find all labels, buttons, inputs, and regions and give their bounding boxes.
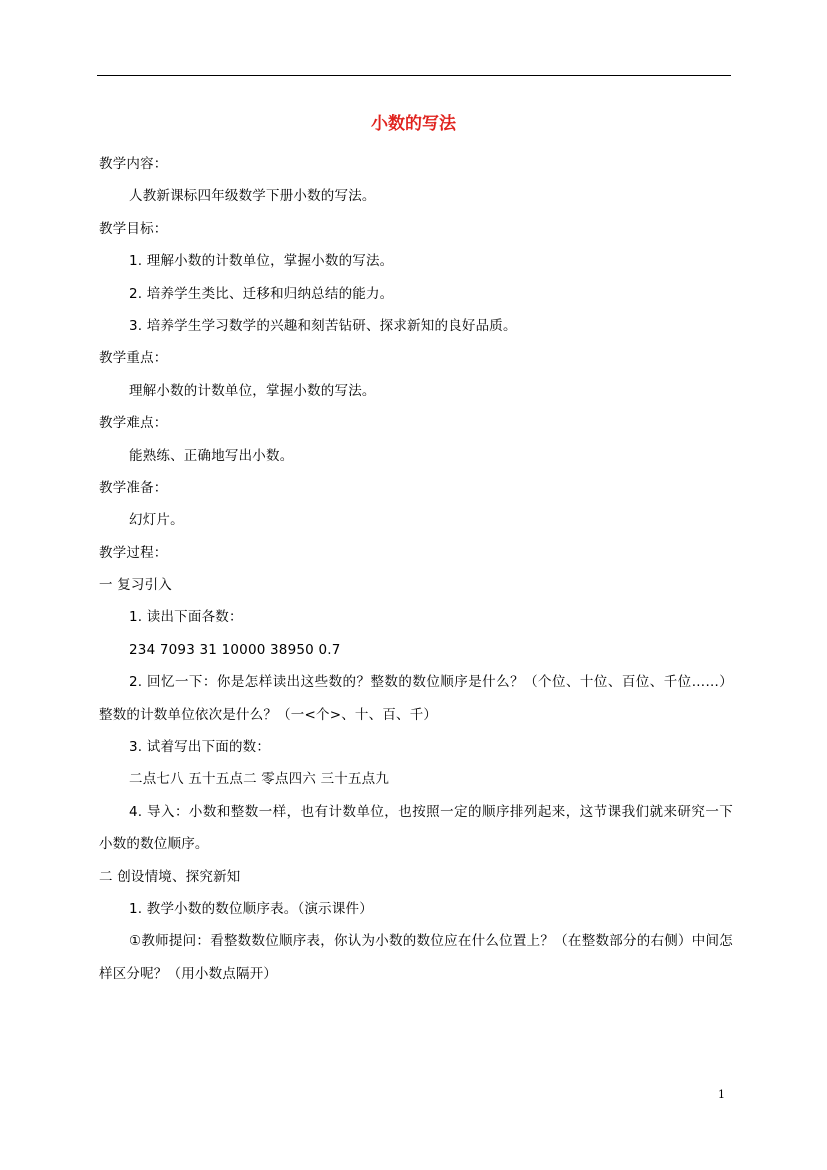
paragraph-difficulties: 能熟练、正确地写出小数。 — [129, 447, 294, 464]
heading-key-points: 教学重点： — [99, 350, 168, 367]
objective-item-3: 3. 培养学生学习数学的兴趣和刻苦钻研、探求新知的良好品质。 — [129, 317, 517, 334]
header-rule — [97, 75, 731, 76]
objective-item-2: 2. 培养学生类比、迁移和归纳总结的能力。 — [129, 285, 394, 302]
page-number: 1 — [718, 1088, 725, 1101]
section-heading-review: 一 复习引入 — [99, 577, 172, 594]
paragraph-preparation: 幻灯片。 — [129, 512, 184, 529]
explore-item-1: 1. 教学小数的数位顺序表。（演示课件） — [129, 901, 373, 918]
number-list: 234 7093 31 10000 38950 0.7 — [129, 641, 341, 658]
document-title: 小数的写法 — [371, 114, 456, 134]
process-item-1: 1. 读出下面各数： — [129, 609, 243, 626]
chinese-number-list: 二点七八 五十五点二 零点四六 三十五点九 — [129, 771, 390, 788]
document-body — [99, 148, 733, 990]
process-item-2: 2. 回忆一下：你是怎样读出这些数的？整数的数位顺序是什么？（个位、十位、百位、千位……） 整数的计数单位依次是什么？（一<个>、十、百、千） — [99, 674, 733, 723]
heading-preparation: 教学准备： — [99, 479, 168, 496]
objective-item-1: 1. 理解小数的计数单位，掌握小数的写法。 — [129, 253, 394, 270]
process-item-3: 3. 试着写出下面的数： — [129, 739, 271, 756]
heading-process: 教学过程： — [99, 544, 168, 561]
explore-question: ①教师提问：看整数数位顺序表，你认为小数的数位应在什么位置上？（在整数部分的右侧）中间怎样区分呢？（用小数点隔开） — [99, 933, 733, 982]
process-item-4: 4. 导入：小数和整数一样，也有计数单位，也按照一定的顺序排列起来，这节课我们就来研究一下小数的数位顺序。 — [99, 803, 733, 853]
heading-difficulties: 教学难点： — [99, 415, 168, 432]
paragraph-key-points: 理解小数的计数单位，掌握小数的写法。 — [129, 382, 376, 399]
heading-objectives: 教学目标： — [99, 220, 168, 237]
heading-content: 教学内容： — [99, 156, 168, 172]
paragraph-content: 人教新课标四年级数学下册小数的写法。 — [129, 188, 376, 205]
section-heading-explore: 二 创设情境、探究新知 — [99, 868, 241, 885]
